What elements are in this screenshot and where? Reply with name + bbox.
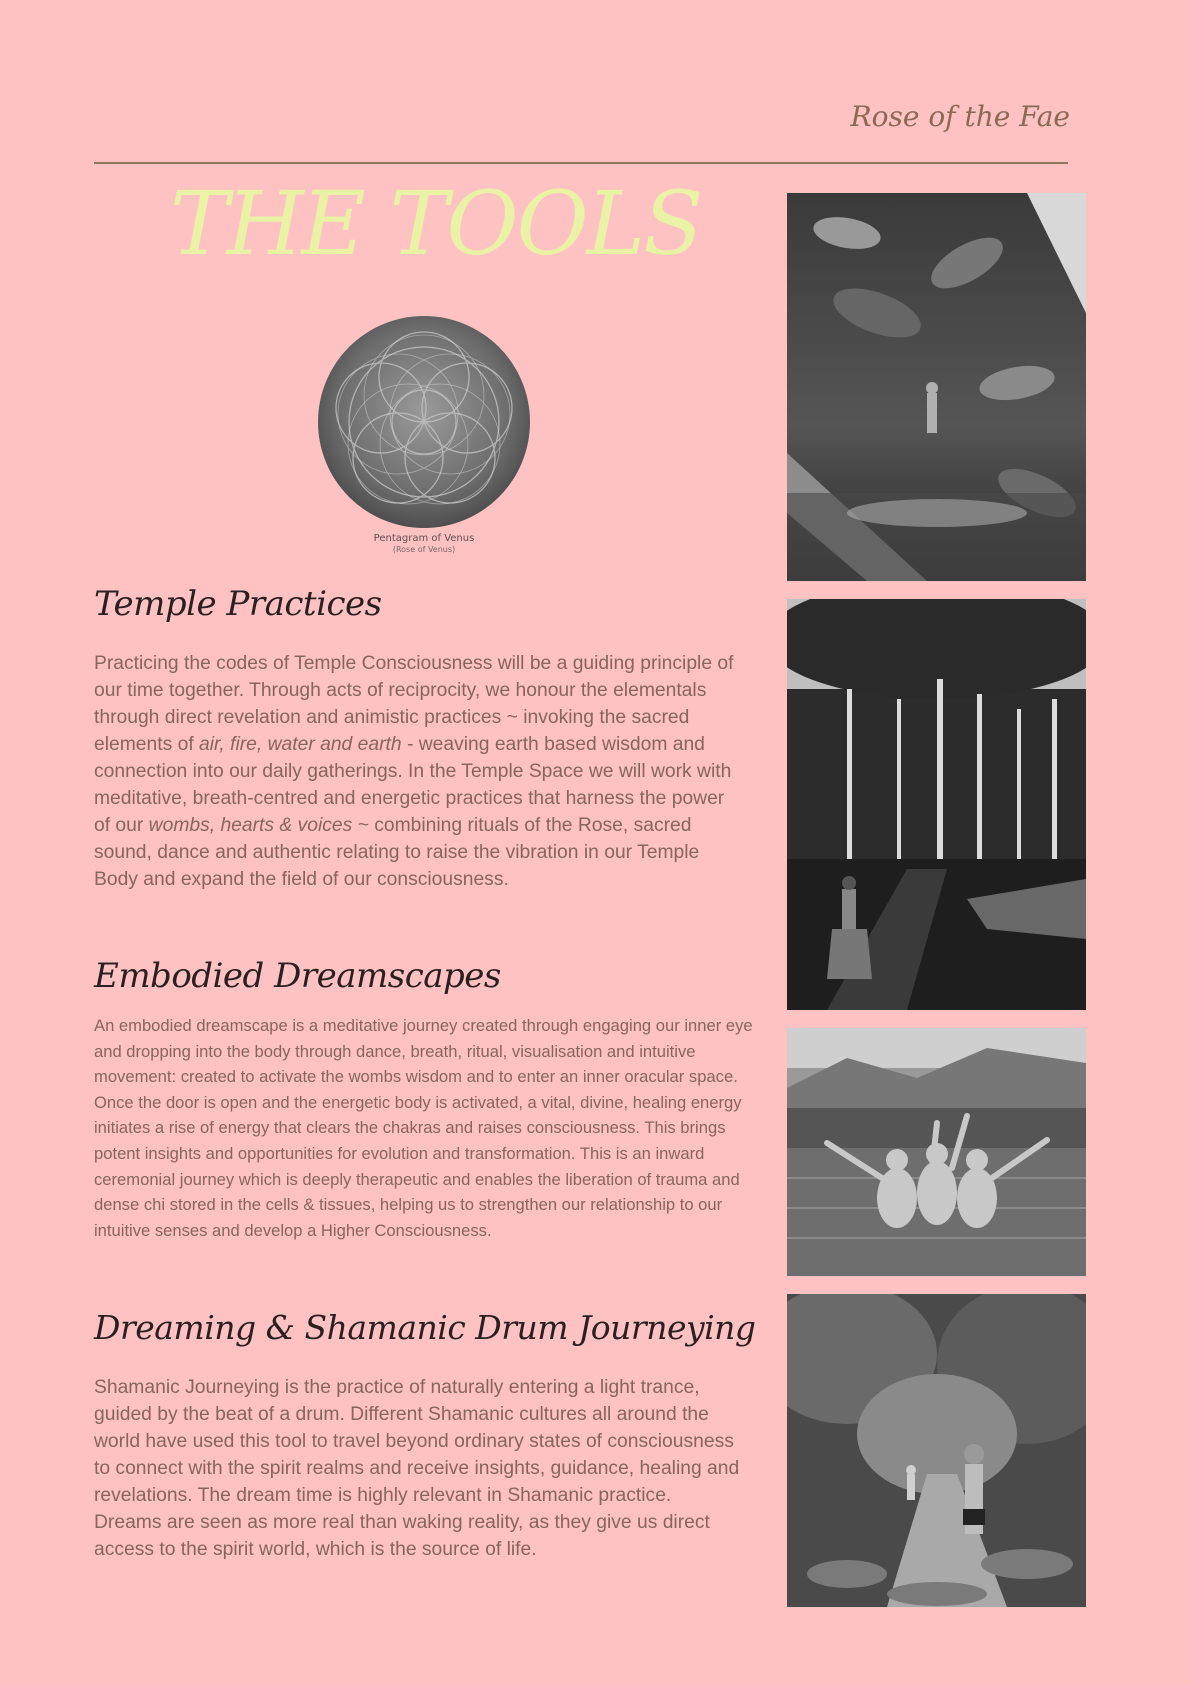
section-heading-shamanic-drum: Dreaming & Shamanic Drum Journeying	[94, 1308, 756, 1347]
temple-elements-emphasis: air, fire, water and earth	[199, 734, 402, 755]
section-heading-temple-practices: Temple Practices	[94, 584, 382, 624]
emblem-caption-title: Pentagram of Venus	[373, 533, 475, 544]
section-body-temple-practices	[94, 650, 744, 893]
section-heading-embodied-dreamscapes: Embodied Dreamscapes	[94, 956, 501, 996]
forest-leaves-figure-photo	[787, 193, 1086, 581]
rose-of-venus-icon	[317, 315, 531, 529]
brand-name: Rose of the Fae	[850, 100, 1070, 133]
emblem-caption-sub: (Rose of Venus)	[392, 545, 456, 554]
temple-text-1: Practicing the codes of Temple Consciousness will be a guiding principle of our time together. Through acts of reciprocity, we honour the elementals through direct revelation and animistic practices ~ invoking the sacred elements of	[94, 653, 734, 755]
header-rule	[94, 162, 1068, 164]
page-title: THE TOOLS	[170, 172, 702, 275]
forest-stream-figures-photo	[787, 1294, 1086, 1607]
section-body-shamanic-drum: Shamanic Journeying is the practice of naturally entering a light trance, guided by the beat of a drum. Different Shamanic cultures all around the world have used this tool to travel beyond ordinary states of consciousness to connect with the spirit realms and receive insights, guidance, healing and revelations. The dream time is highly relevant in Shamanic practice. Dreams are seen as more real than waking reality, as they give us direct access to the spirit world, which is the source of life.	[94, 1377, 740, 1560]
temple-wombs-emphasis: wombs, hearts & voices ~	[148, 815, 369, 836]
section-body-embodied-dreamscapes: An embodied dreamscape is a meditative journey created through engaging our inner eye and dropping into the body through dance, breath, ritual, visualisation and intuitive movement: created to activate the wombs wisdom and to enter an inner oracular space. Once the door is open and the energetic body is activated, a vital, divine, healing energy initiates a rise of energy that clears the chakras and raises consciousness. This brings potent insights and opportunities for evolution and transformation. This is an inward ceremonial journey which is deeply therapeutic and enables the liberation of trauma and dense chi stored in the cells & tissues, helping us to strengthen our relationship to our intuitive senses and develop a Higher Consciousness.	[94, 1016, 753, 1240]
rose-of-venus-emblem	[317, 315, 531, 529]
emblem-caption	[294, 533, 554, 555]
birch-forest-walk-photo	[787, 599, 1086, 1010]
lake-women-arms-raised-photo	[787, 1028, 1086, 1276]
temple-text-3: combining rituals of the Rose, sacred sound, dance and authentic relating to raise the vibration in our Temple Body and expand the field of our consciousness.	[94, 815, 700, 890]
temple-text-2: - weaving earth based wisdom and connection into our daily gatherings. In the Temple Space we will work with meditative, breath-centred and energetic practices that harness the power of our	[94, 734, 732, 836]
